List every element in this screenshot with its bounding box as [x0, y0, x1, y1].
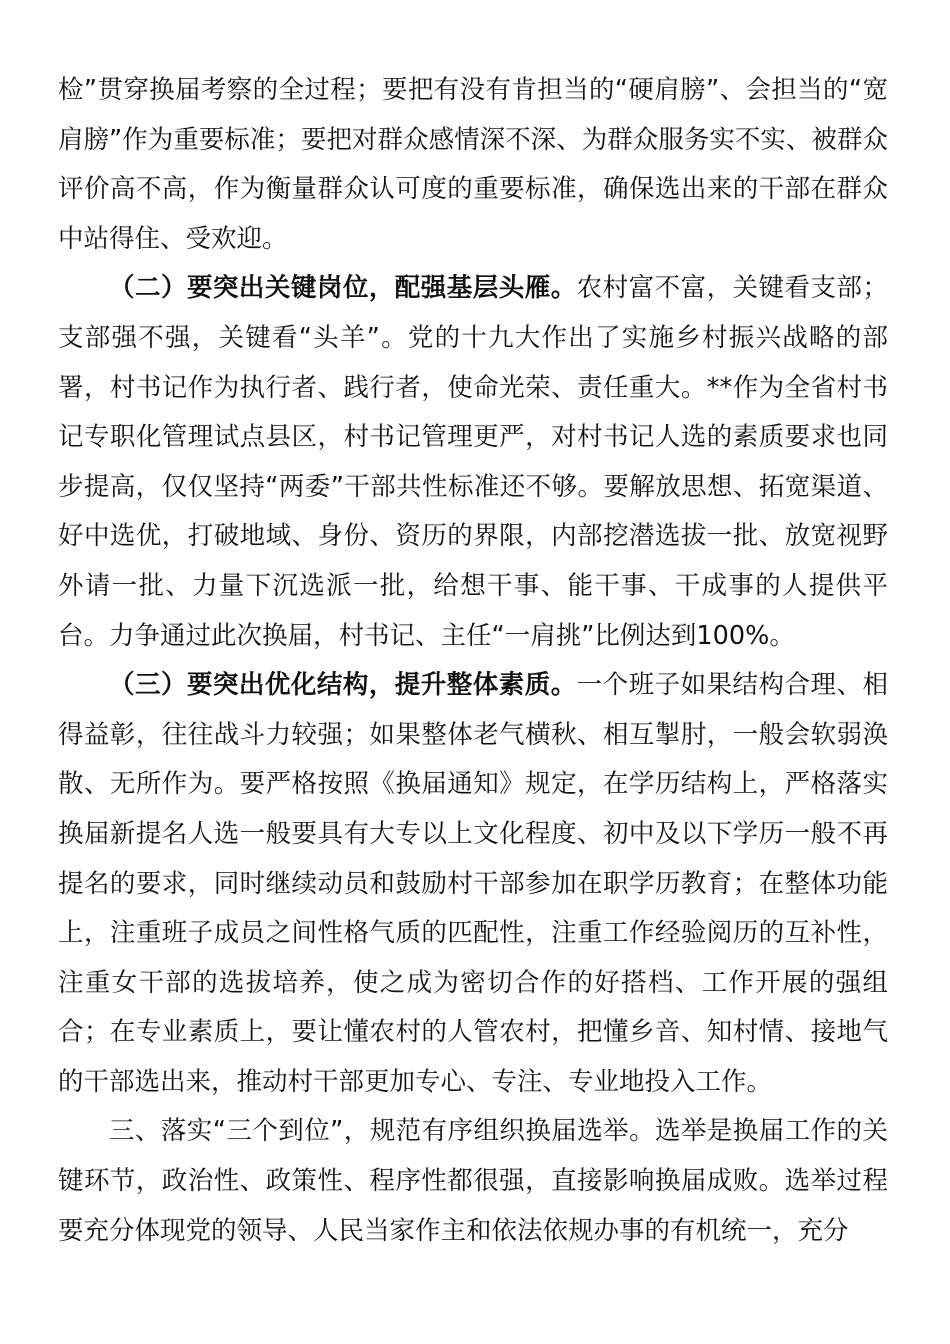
paragraph-body: 检”贯穿换届考察的全过程；要把有没有肯担当的“硬肩膀”、会担当的“宽肩膀”作为重要标准；要把对群众感情深不深、为群众服务实不实、被群众评价高不高，作为衡量群众认可度的重要标准，确保选出来的干部在群众中站得住、受欢迎。	[58, 75, 888, 254]
paragraph-heading: （三）要突出优化结构，提升整体素质。	[109, 670, 577, 701]
paragraph-continuation	[58, 66, 888, 264]
document-body	[58, 66, 888, 1256]
paragraph-part-3	[58, 1107, 888, 1256]
paragraph-heading: （二）要突出关键岗位，配强基层头雁。	[109, 273, 577, 304]
paragraph-body: 三、落实“三个到位”，规范有序组织换届选举。选举是换届工作的关键环节，政治性、政策性、程序性都很强，直接影响换届成败。选举过程要充分体现党的领导、人民当家作主和依法依规办事的有机统一，充分	[58, 1116, 888, 1246]
paragraph-section-2	[58, 264, 888, 661]
paragraph-section-3	[58, 661, 888, 1107]
paragraph-body: 一个班子如果结构合理、相得益彰，往往战斗力较强；如果整体老气横秋、相互掣肘，一般会软弱涣散、无所作为。要严格按照《换届通知》规定，在学历结构上，严格落实换届新提名人选一般要具有大专以上文化程度、初中及以下学历一般不再提名的要求，同时继续动员和鼓励村干部参加在职学历教育；在整体功能上，注重班子成员之间性格气质的匹配性，注重工作经验阅历的互补性，注重女干部的选拔培养，使之成为密切合作的好搭档、工作开展的强组合；在专业素质上，要让懂农村的人管农村，把懂乡音、知村情、接地气的干部选出来，推动村干部更加专心、专注、专业地投入工作。	[58, 670, 888, 1097]
paragraph-body: 农村富不富，关键看支部；支部强不强，关键看“头羊”。党的十九大作出了实施乡村振兴战略的部署，村书记作为执行者、践行者，使命光荣、责任重大。**作为全省村书记专职化管理试点县区，村书记管理更严，对村书记人选的素质要求也同步提高，仅仅坚持“两委”干部共性标准还不够。要解放思想、拓宽渠道、好中选优，打破地域、身份、资历的界限，内部挖潜选拔一批、放宽视野外请一批、力量下沉选派一批，给想干事、能干事、干成事的人提供平台。力争通过此次换届，村书记、主任“一肩挑”比例达到100%。	[58, 273, 888, 651]
